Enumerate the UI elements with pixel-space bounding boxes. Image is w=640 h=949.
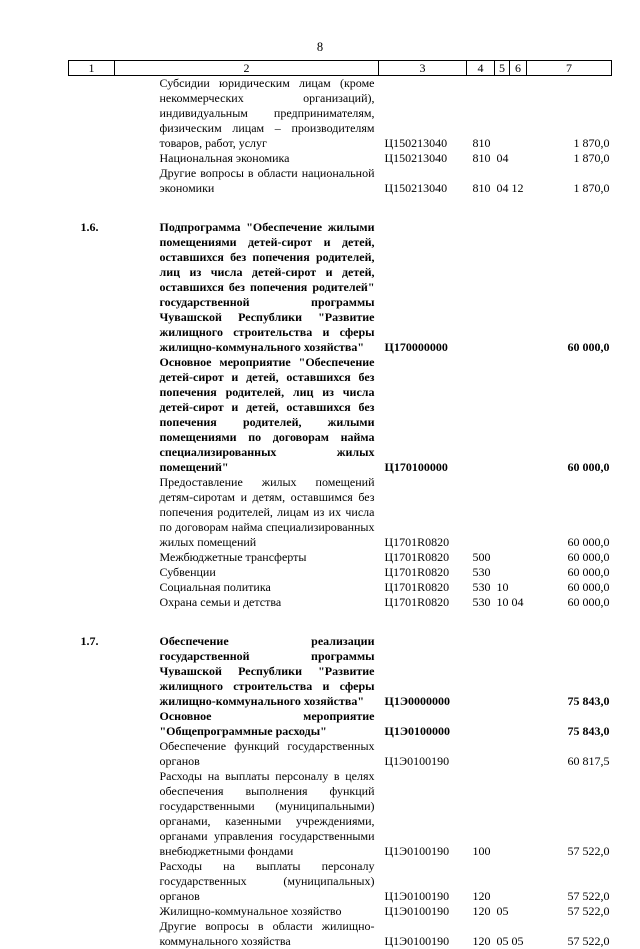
row-expense-type: 530 [467,580,495,595]
row-expense-type [467,709,495,739]
row-section [495,355,510,475]
row-target-code: Ц1Э0100190 [379,859,467,904]
row-description: Субсидии юридическим лицам (кроме некоммерческих организаций), индивидуальным предпринимателям, физическим лицам – производителям товаров, работ, услуг [115,76,379,152]
row-subsection [510,580,527,595]
row-subsection: 04 [510,595,527,610]
row-number: 1.6. [69,220,115,355]
row-description: Другие вопросы в области национальной экономики [115,166,379,196]
row-amount: 60 817,5 [527,739,612,769]
table-row [69,76,612,152]
row-section [495,859,510,904]
table-row [69,550,612,565]
row-amount: 57 522,0 [527,859,612,904]
row-expense-type: 120 [467,859,495,904]
row-target-code: Ц1Э0100190 [379,904,467,919]
row-amount: 60 000,0 [527,355,612,475]
row-target-code: Ц1Э0100190 [379,739,467,769]
row-target-code: Ц1701R0820 [379,595,467,610]
row-section: 10 [495,580,510,595]
table-row [69,739,612,769]
row-expense-type: 810 [467,166,495,196]
row-section [495,769,510,859]
row-target-code: Ц170000000 [379,220,467,355]
row-section: 10 [495,595,510,610]
table-row [69,580,612,595]
row-number [69,76,115,152]
table-row [69,859,612,904]
table-row [69,565,612,580]
row-expense-type: 500 [467,550,495,565]
row-amount: 60 000,0 [527,475,612,550]
row-section [495,220,510,355]
row-subsection [510,475,527,550]
row-target-code: Ц1Э0100190 [379,919,467,949]
row-amount: 1 870,0 [527,166,612,196]
budget-table [68,60,612,949]
row-section: 05 [495,919,510,949]
row-subsection [510,904,527,919]
table-row [69,166,612,196]
row-section [495,709,510,739]
header-col-3: 3 [379,61,467,76]
row-expense-type: 120 [467,919,495,949]
row-expense-type: 810 [467,76,495,152]
row-subsection [510,550,527,565]
row-expense-type: 530 [467,595,495,610]
row-description: Жилищно-коммунальное хозяйство [115,904,379,919]
row-amount: 60 000,0 [527,565,612,580]
table-header [69,61,612,76]
table-row [69,355,612,475]
row-amount: 60 000,0 [527,220,612,355]
row-target-code: Ц150213040 [379,166,467,196]
spacer-row [69,610,612,634]
row-subsection [510,739,527,769]
row-subsection [510,220,527,355]
row-description: Расходы на выплаты персоналу в целях обеспечения выполнения функций государственными (муниципальными) органами, казенными учреждениями, органами управления государственными внебюджетными фондами [115,769,379,859]
table-row [69,919,612,949]
row-number [69,355,115,475]
row-number [69,904,115,919]
row-description: Субвенции [115,565,379,580]
table-row [69,151,612,166]
row-target-code: Ц150213040 [379,76,467,152]
row-target-code: Ц1Э0000000 [379,634,467,709]
row-description: Обеспечение функций государственных органов [115,739,379,769]
row-amount: 60 000,0 [527,550,612,565]
row-description: Другие вопросы в области жилищно-коммунального хозяйства [115,919,379,949]
row-subsection [510,859,527,904]
row-amount: 75 843,0 [527,634,612,709]
table-row [69,769,612,859]
row-subsection [510,76,527,152]
row-subsection [510,565,527,580]
table-row [69,709,612,739]
row-description: Национальная экономика [115,151,379,166]
row-amount: 57 522,0 [527,919,612,949]
row-subsection [510,769,527,859]
row-description: Основное мероприятие "Общепрограммные расходы" [115,709,379,739]
row-expense-type: 100 [467,769,495,859]
header-col-4: 4 [467,61,495,76]
row-section: 04 [495,151,510,166]
row-description: Расходы на выплаты персоналу государственных (муниципальных) органов [115,859,379,904]
row-expense-type: 120 [467,904,495,919]
row-section [495,634,510,709]
row-number [69,151,115,166]
row-expense-type: 530 [467,565,495,580]
row-description: Основное мероприятие "Обеспечение детей-сирот и детей, оставшихся без попечения родителей, лиц из числа детей-сирот и детей, оставшихся без попечения родителей, жилыми помещениями по договорам найма специализированных жилых помещений" [115,355,379,475]
header-col-1: 1 [69,61,115,76]
row-amount: 60 000,0 [527,580,612,595]
row-section [495,550,510,565]
row-number [69,769,115,859]
row-amount: 57 522,0 [527,904,612,919]
row-subsection: 12 [510,166,527,196]
row-amount: 75 843,0 [527,709,612,739]
row-number [69,580,115,595]
row-number [69,475,115,550]
row-section: 04 [495,166,510,196]
row-expense-type: 810 [467,151,495,166]
row-subsection [510,151,527,166]
row-amount: 60 000,0 [527,595,612,610]
header-col-7: 7 [527,61,612,76]
row-subsection: 05 [510,919,527,949]
row-description: Подпрограмма "Обеспечение жилыми помещениями детей-сирот и детей, оставшихся без попечения родителей, лиц из числа детей-сирот и детей, оставшихся без попечения родителей" государственной программы Чувашской Республики "Развитие жилищного строительства и сферы жилищно-коммунального хозяйства" [115,220,379,355]
row-number [69,550,115,565]
row-target-code: Ц1Э0100000 [379,709,467,739]
spacer-row [69,196,612,220]
row-number: 1.7. [69,634,115,709]
row-amount: 1 870,0 [527,151,612,166]
row-description: Обеспечение реализации государственной программы Чувашской Республики "Развитие жилищного строительства и сферы жилищно-коммунального хозяйства" [115,634,379,709]
header-col-6: 6 [510,61,527,76]
row-target-code: Ц1701R0820 [379,565,467,580]
table-row [69,220,612,355]
spacer-cell [69,196,612,220]
row-expense-type [467,475,495,550]
header-col-5: 5 [495,61,510,76]
header-col-2: 2 [115,61,379,76]
row-expense-type [467,634,495,709]
row-target-code: Ц150213040 [379,151,467,166]
table-body [69,76,612,949]
row-number [69,919,115,949]
table-row [69,595,612,610]
row-section [495,565,510,580]
table-row [69,475,612,550]
table-row [69,634,612,709]
row-number [69,595,115,610]
table-row [69,904,612,919]
row-number [69,565,115,580]
row-subsection [510,634,527,709]
row-expense-type [467,355,495,475]
row-target-code: Ц1Э0100190 [379,769,467,859]
row-number [69,709,115,739]
spacer-cell [69,610,612,634]
row-expense-type [467,739,495,769]
row-section [495,76,510,152]
row-section [495,739,510,769]
row-section: 05 [495,904,510,919]
row-description: Социальная политика [115,580,379,595]
row-subsection [510,355,527,475]
row-subsection [510,709,527,739]
row-description: Межбюджетные трансферты [115,550,379,565]
row-target-code: Ц1701R0820 [379,550,467,565]
row-amount: 57 522,0 [527,769,612,859]
row-number [69,739,115,769]
row-expense-type [467,220,495,355]
row-target-code: Ц1701R0820 [379,580,467,595]
row-number [69,166,115,196]
row-amount: 1 870,0 [527,76,612,152]
row-target-code: Ц170100000 [379,355,467,475]
row-target-code: Ц1701R0820 [379,475,467,550]
row-description: Охрана семьи и детства [115,595,379,610]
row-description: Предоставление жилых помещений детям-сиротам и детям, оставшимся без попечения родителей, лицам из их числа по договорам найма специализированных жилых помещений [115,475,379,550]
row-number [69,859,115,904]
page-number: 8 [0,40,640,55]
row-section [495,475,510,550]
